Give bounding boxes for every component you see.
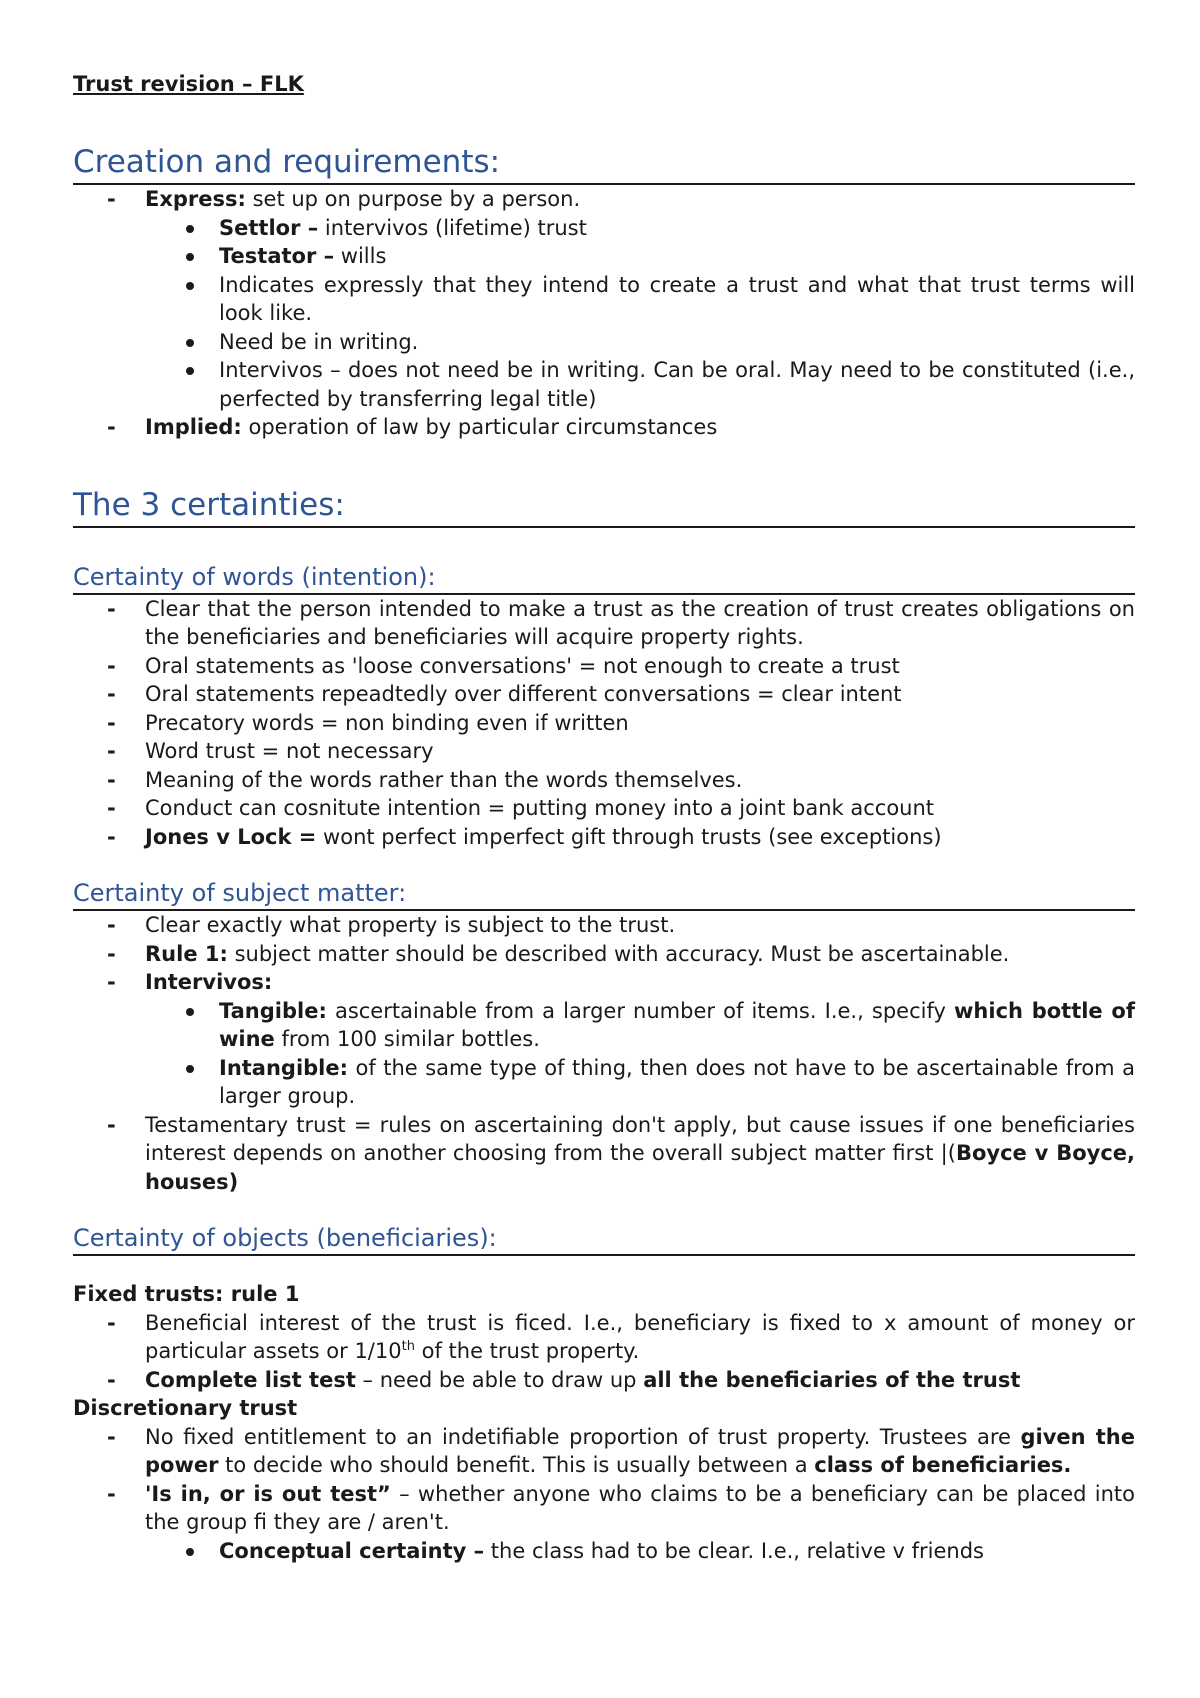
list-item: Intangible: of the same type of thing, then does not have to be ascertainable from a larger group. [73, 1054, 1135, 1111]
discretionary-trust-label: Discretionary trust [73, 1396, 298, 1420]
list-item: - Clear that the person intended to make a trust as the creation of trust creates obligations on the beneficiaries and beneficiaries will acquire property rights. [73, 595, 1135, 652]
list-item: - Testamentary trust = rules on ascertaining don't apply, but cause issues if one beneficiaries interest depends on another choosing from the overall subject matter first |(Boyce v Boyce, houses) [73, 1111, 1135, 1197]
list-item: - Oral statements repeadtedly over different conversations = clear intent [73, 680, 1135, 709]
creation-list [73, 185, 1135, 442]
document-title: Trust revision – FLK [73, 72, 304, 96]
list-item: - 'Is in, or is out test” – whether anyone who claims to be a beneficiary can be placed into the group fi they are / aren't. [73, 1480, 1135, 1537]
list-item: Conceptual certainty – the class had to be clear. I.e., relative v friends [73, 1537, 1135, 1566]
list-item: Need be in writing. [73, 328, 1135, 357]
fixed-trusts-label: Fixed trusts: rule 1 [73, 1282, 300, 1306]
heading-certainty-words: Certainty of words (intention): [73, 562, 1135, 595]
list-item: - Implied: operation of law by particular circumstances [73, 413, 1135, 442]
list-item: - Oral statements as 'loose conversations' = not enough to create a trust [73, 652, 1135, 681]
list-item: - Complete list test – need be able to draw up all the beneficiaries of the trust [73, 1366, 1135, 1395]
list-item: - Word trust = not necessary [73, 737, 1135, 766]
list-item: - Intervivos: [73, 968, 1135, 997]
list-item: - Meaning of the words rather than the words themselves. [73, 766, 1135, 795]
list-item: - Rule 1: subject matter should be described with accuracy. Must be ascertainable. [73, 940, 1135, 969]
words-list [73, 595, 1135, 852]
list-item: - No fixed entitlement to an indetifiable proportion of trust property. Trustees are given the power to decide who should benefit. This is usually between a class of beneficiaries. [73, 1423, 1135, 1480]
heading-certainty-objects: Certainty of objects (beneficiaries): [73, 1223, 1135, 1256]
list-item: Settlor – intervivos (lifetime) trust [73, 214, 1135, 243]
heading-creation: Creation and requirements: [73, 143, 1135, 185]
list-item: - Clear exactly what property is subject to the trust. [73, 911, 1135, 940]
fixed-list [73, 1309, 1135, 1395]
list-item: Tangible: ascertainable from a larger number of items. I.e., specify which bottle of wine from 100 similar bottles. [73, 997, 1135, 1054]
heading-certainty-subject: Certainty of subject matter: [73, 878, 1135, 911]
list-item: - Conduct can cosnitute intention = putting money into a joint bank account [73, 794, 1135, 823]
list-item: - Beneficial interest of the trust is ficed. I.e., beneficiary is fixed to x amount of money or particular assets or 1/10th of the trust property. [73, 1309, 1135, 1366]
list-item: - Jones v Lock = wont perfect imperfect gift through trusts (see exceptions) [73, 823, 1135, 852]
heading-certainties: The 3 certainties: [73, 486, 1135, 528]
discretionary-list [73, 1423, 1135, 1566]
list-item: Testator – wills [73, 242, 1135, 271]
list-item: - Express: set up on purpose by a person. [73, 185, 1135, 214]
subject-list [73, 911, 1135, 1196]
list-item: - Precatory words = non binding even if written [73, 709, 1135, 738]
document-page [73, 70, 1135, 1565]
list-item: Indicates expressly that they intend to create a trust and what that trust terms will look like. [73, 271, 1135, 328]
list-item: Intervivos – does not need be in writing. Can be oral. May need to be constituted (i.e., perfected by transferring legal title) [73, 356, 1135, 413]
